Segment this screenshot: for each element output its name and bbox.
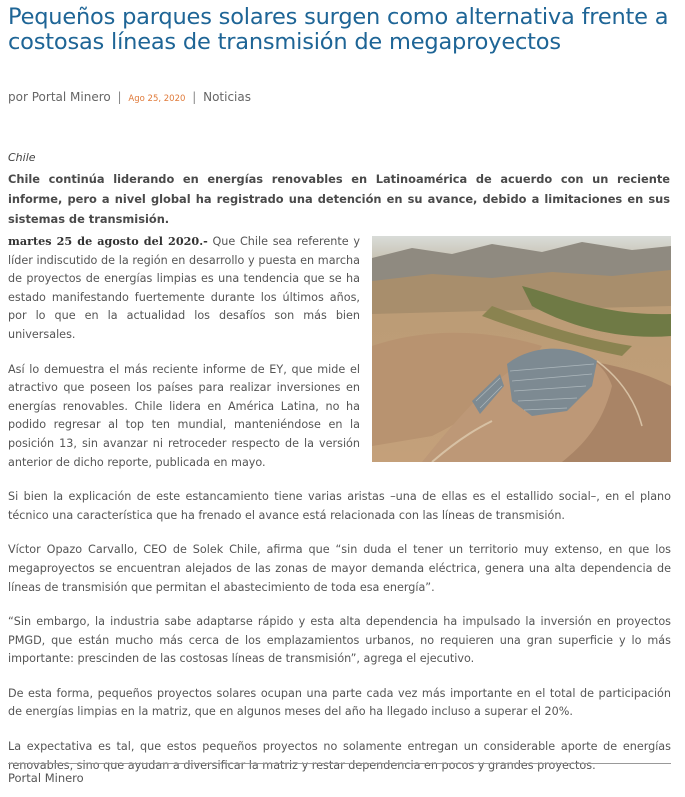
- body-paragraph-6: De esta forma, pequeños proyectos solares ocupan una parte cada vez más importante en el total de participación de energías limpias en la matriz, que en algunos meses del año ha llegado incluso a superar el 20%.: [8, 686, 671, 719]
- post-date: Ago 25, 2020: [128, 94, 186, 104]
- category-link[interactable]: Noticias: [203, 90, 251, 104]
- article-body: [8, 232, 671, 791]
- solar-park-photo: [372, 236, 671, 462]
- country-label: Chile: [8, 151, 36, 164]
- source-credit: Portal Minero: [8, 771, 84, 785]
- body-paragraph-4: Víctor Opazo Carvallo, CEO de Solek Chile, afirma que “sin duda el tener un territorio muy extenso, en que los megaproyectos se encuentran alejados de las zonas de mayor demanda eléctrica, genera una alta dependencia de líneas de transmisión que permitan el abastecimiento de toda esa energía”.: [8, 543, 671, 594]
- meta-separator: |: [117, 90, 122, 104]
- body-paragraph-5: “Sin embargo, la industria sabe adaptarse rápido y esta alta dependencia ha impulsado la inversión en proyectos PMGD, que están mucho más cerca de los emplazamientos urbanos, no requieren una gran superficie y lo más importante: prescinden de las costosas líneas de transmisión”, agrega el ejecutivo.: [8, 615, 671, 666]
- lead-paragraph: Chile continúa liderando en energías renovables en Latinoamérica de acuerdo con un reciente informe, pero a nivel global ha registrado una detención en su avance, debido a limitaciones en sus sistemas de transmisión.: [8, 172, 670, 226]
- author-link[interactable]: Portal Minero: [31, 90, 111, 104]
- dateline: martes 25 de agosto del 2020.-: [8, 234, 208, 248]
- meta-separator: |: [192, 90, 197, 104]
- post-meta: [8, 90, 251, 104]
- footer-divider: [8, 763, 671, 764]
- paragraph-text: Que Chile sea referente y líder indiscutido de la región en desarrollo y puesta en marcha de proyectos de energías limpias es una tendencia que se ha estado manifestando fuertemente durante los últimos años, por lo que en la actualidad los desafíos son más bien universales.: [8, 235, 360, 341]
- body-paragraph-3: Si bien la explicación de este estancamiento tiene varias aristas –una de ellas es el estallido social–, en el plano técnico una característica que ha frenado el avance está relacionada con las líneas de transmisión.: [8, 490, 671, 522]
- by-prefix: por: [8, 90, 28, 104]
- body-paragraph-2: Así lo demuestra el más reciente informe de EY, que mide el atractivo que poseen los países para realizar inversiones en energías renovables. Chile lidera en América Latina, no ha podido regresar al top ten mundial, manteniéndose en la posición 13, sin avanzar ni retroceder respecto de la versión anterior de dicho reporte, publicada en mayo.: [8, 362, 360, 469]
- body-paragraph-7: La expectativa es tal, que estos pequeños proyectos no solamente entregan un considerable aporte de energías renovables, sino que ayudan a diversificar la matriz y restar dependencia en pocos y grandes proyectos.: [8, 740, 671, 772]
- article-title: Pequeños parques solares surgen como alternativa frente a costosas líneas de transmisión de megaproyectos: [8, 4, 669, 55]
- solar-park-aerial-image: [372, 236, 671, 462]
